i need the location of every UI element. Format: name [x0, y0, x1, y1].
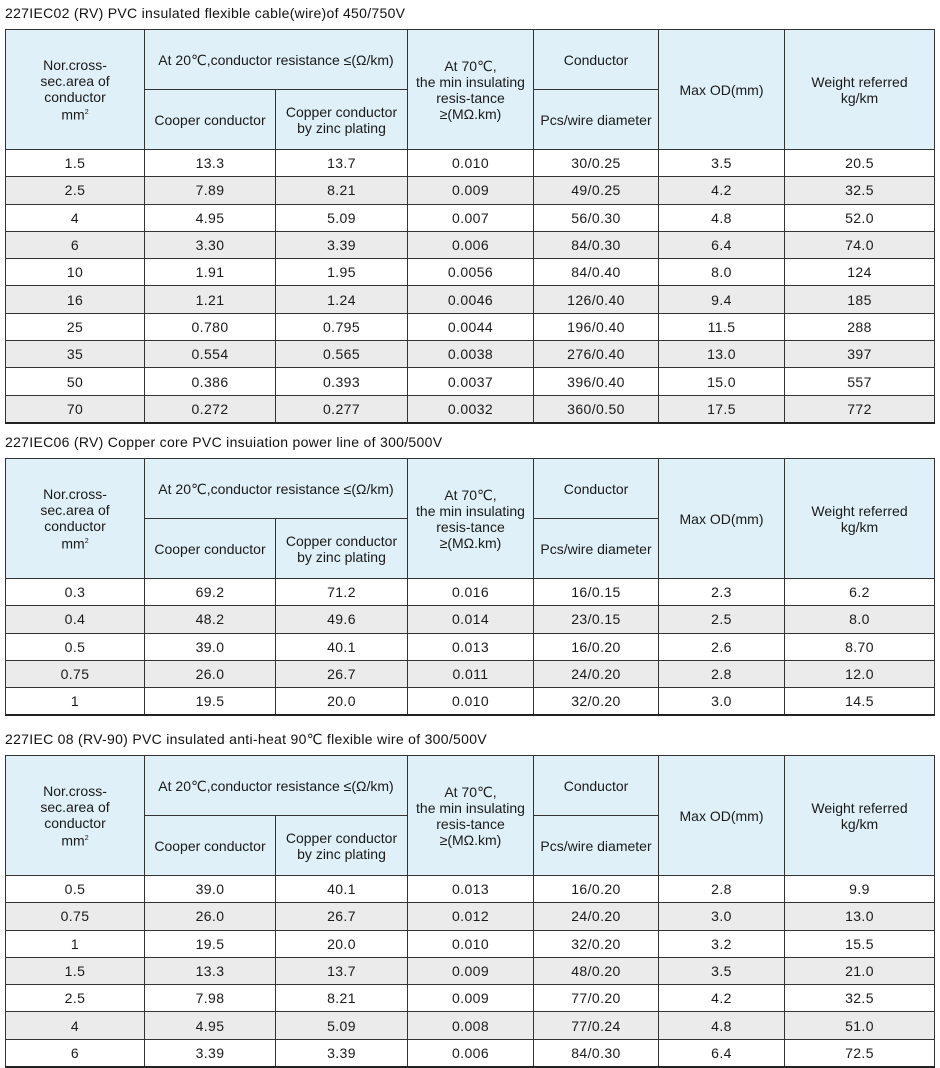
header-text: by zinc plating [297, 845, 386, 862]
header-text: sec.area of [40, 72, 110, 89]
header-text: resis-tance [436, 89, 505, 106]
cooper-conductor-header [145, 90, 276, 150]
max-od-cell: 3.5 [659, 957, 785, 984]
cross-section-cell: 4 [6, 1012, 145, 1039]
header-text: Weight referred [811, 502, 908, 519]
header-text: sec.area of [40, 798, 110, 815]
weight-header [785, 30, 935, 150]
header-text: conductor [44, 88, 106, 105]
header-text: kg/km [840, 89, 879, 106]
table-row [6, 259, 935, 286]
cooper-resistance-cell: 0.386 [145, 368, 276, 395]
zinc-resistance-cell: 3.39 [276, 1039, 408, 1067]
pcs-wire-cell: 16/0.20 [534, 633, 659, 660]
cross-section-cell: 0.4 [6, 606, 145, 633]
header-text: Max OD(mm) [679, 81, 764, 98]
table-row [6, 177, 935, 204]
header-text: At 70℃, [444, 57, 497, 74]
zinc-conductor-header [276, 816, 408, 876]
header-text: Copper conductor [285, 532, 398, 549]
header-text: At 70℃, [444, 486, 497, 503]
zinc-resistance-cell: 5.09 [276, 204, 408, 231]
max-od-cell: 4.2 [659, 985, 785, 1012]
header-text: At 70℃, [444, 783, 497, 800]
table-row [6, 150, 935, 177]
cooper-resistance-cell: 1.21 [145, 286, 276, 313]
max-od-cell: 2.8 [659, 876, 785, 903]
table-row [6, 341, 935, 368]
insulation-header [408, 30, 534, 150]
cooper-resistance-cell: 0.272 [145, 395, 276, 423]
cross-section-cell: 16 [6, 286, 145, 313]
max-od-cell: 8.0 [659, 259, 785, 286]
zinc-resistance-cell: 8.21 [276, 177, 408, 204]
header-text: Conductor [563, 51, 629, 68]
header-text: conductor [44, 814, 106, 831]
unit-superscript: 2 [84, 108, 89, 116]
max-od-cell: 3.0 [659, 688, 785, 716]
header-text: ≥(MΩ.km) [439, 105, 502, 122]
insulation-resistance-cell: 0.0056 [408, 259, 534, 286]
pcs-wire-cell: 126/0.40 [534, 286, 659, 313]
table-row [6, 204, 935, 231]
header-text: At 20℃,conductor resistance ≤(Ω/km) [158, 480, 394, 497]
zinc-resistance-cell: 1.95 [276, 259, 408, 286]
spec-table [5, 29, 935, 424]
insulation-resistance-cell: 0.009 [408, 177, 534, 204]
max-od-cell: 4.8 [659, 204, 785, 231]
table-row [6, 1039, 935, 1067]
weight-cell: 52.0 [785, 204, 935, 231]
pcs-wire-header [534, 519, 659, 579]
zinc-resistance-cell: 13.7 [276, 957, 408, 984]
cross-section-cell: 1 [6, 688, 145, 716]
pcs-wire-cell: 48/0.20 [534, 957, 659, 984]
weight-cell: 9.9 [785, 876, 935, 903]
header-row [6, 30, 935, 90]
cooper-resistance-cell: 26.0 [145, 903, 276, 930]
insulation-resistance-cell: 0.0038 [408, 341, 534, 368]
weight-cell: 185 [785, 286, 935, 313]
spec-table [5, 458, 935, 716]
section-title: 227IEC02 (RV) PVC insulated flexible cable(wire)of 450/750V [5, 5, 406, 21]
header-text: Max OD(mm) [679, 807, 764, 824]
pcs-wire-cell: 23/0.15 [534, 606, 659, 633]
header-text: Copper conductor [285, 829, 398, 846]
resistance-group-header [145, 756, 408, 816]
max-od-cell: 4.8 [659, 1012, 785, 1039]
insulation-resistance-cell: 0.0037 [408, 368, 534, 395]
header-text: resis-tance [436, 518, 505, 535]
header-text: mm [61, 535, 85, 552]
max-od-header [659, 756, 785, 876]
table-row [6, 957, 935, 984]
insulation-resistance-cell: 0.007 [408, 204, 534, 231]
cross-section-header [6, 30, 145, 150]
insulation-resistance-cell: 0.009 [408, 985, 534, 1012]
header-text: At 20℃,conductor resistance ≤(Ω/km) [158, 777, 394, 794]
header-text: Cooper conductor [154, 111, 266, 128]
cross-section-cell: 1 [6, 930, 145, 957]
table-body [6, 579, 935, 716]
max-od-cell: 13.0 [659, 341, 785, 368]
header-text: Weight referred [811, 799, 908, 816]
pcs-wire-cell: 16/0.15 [534, 579, 659, 606]
header-row [6, 756, 935, 816]
pcs-wire-cell: 360/0.50 [534, 395, 659, 423]
pcs-wire-cell: 24/0.20 [534, 903, 659, 930]
zinc-resistance-cell: 40.1 [276, 876, 408, 903]
header-text: kg/km [840, 518, 879, 535]
cross-section-cell: 50 [6, 368, 145, 395]
insulation-resistance-cell: 0.012 [408, 903, 534, 930]
weight-cell: 772 [785, 395, 935, 423]
cooper-resistance-cell: 0.780 [145, 313, 276, 340]
pcs-wire-cell: 30/0.25 [534, 150, 659, 177]
cross-section-cell: 0.75 [6, 903, 145, 930]
max-od-cell: 4.2 [659, 177, 785, 204]
header-text: Max OD(mm) [679, 510, 764, 527]
pcs-wire-cell: 77/0.20 [534, 985, 659, 1012]
table-row [6, 633, 935, 660]
header-text: At 20℃,conductor resistance ≤(Ω/km) [158, 51, 394, 68]
table-row [6, 876, 935, 903]
zinc-resistance-cell: 26.7 [276, 660, 408, 687]
weight-cell: 8.0 [785, 606, 935, 633]
header-text: Nor.cross- [43, 485, 107, 502]
weight-cell: 288 [785, 313, 935, 340]
insulation-resistance-cell: 0.0046 [408, 286, 534, 313]
pcs-wire-cell: 77/0.24 [534, 1012, 659, 1039]
cooper-resistance-cell: 7.89 [145, 177, 276, 204]
cooper-resistance-cell: 13.3 [145, 150, 276, 177]
weight-cell: 13.0 [785, 903, 935, 930]
weight-cell: 32.5 [785, 985, 935, 1012]
max-od-cell: 11.5 [659, 313, 785, 340]
weight-header [785, 756, 935, 876]
cross-section-cell: 0.75 [6, 660, 145, 687]
cross-section-cell: 70 [6, 395, 145, 423]
zinc-resistance-cell: 0.565 [276, 341, 408, 368]
conductor-header [534, 459, 659, 519]
table-row [6, 985, 935, 1012]
zinc-resistance-cell: 71.2 [276, 579, 408, 606]
insulation-resistance-cell: 0.013 [408, 633, 534, 660]
cross-section-cell: 6 [6, 231, 145, 258]
max-od-cell: 3.2 [659, 930, 785, 957]
conductor-header [534, 756, 659, 816]
max-od-header [659, 30, 785, 150]
weight-header [785, 459, 935, 579]
header-text: Weight referred [811, 73, 908, 90]
header-text: mm [61, 832, 85, 849]
pcs-wire-cell: 396/0.40 [534, 368, 659, 395]
cross-section-cell: 35 [6, 341, 145, 368]
cooper-conductor-header [145, 519, 276, 579]
unit-superscript: 2 [84, 537, 89, 545]
table-row [6, 903, 935, 930]
resistance-group-header [145, 459, 408, 519]
cooper-resistance-cell: 7.98 [145, 985, 276, 1012]
weight-cell: 51.0 [785, 1012, 935, 1039]
zinc-conductor-header [276, 519, 408, 579]
table-row [6, 660, 935, 687]
weight-cell: 557 [785, 368, 935, 395]
header-text: the min insulating [416, 799, 525, 816]
pcs-wire-cell: 49/0.25 [534, 177, 659, 204]
zinc-resistance-cell: 20.0 [276, 688, 408, 716]
section-title: 227IEC 08 (RV-90) PVC insulated anti-heat 90℃ flexible wire of 300/500V [5, 731, 487, 747]
zinc-resistance-cell: 0.277 [276, 395, 408, 423]
insulation-resistance-cell: 0.006 [408, 1039, 534, 1067]
header-text: Cooper conductor [154, 540, 266, 557]
max-od-cell: 6.4 [659, 231, 785, 258]
insulation-resistance-cell: 0.010 [408, 930, 534, 957]
zinc-resistance-cell: 1.24 [276, 286, 408, 313]
weight-cell: 8.70 [785, 633, 935, 660]
table-row [6, 313, 935, 340]
header-text: Copper conductor [285, 103, 398, 120]
zinc-resistance-cell: 13.7 [276, 150, 408, 177]
cross-section-cell: 4 [6, 204, 145, 231]
pcs-wire-cell: 84/0.30 [534, 1039, 659, 1067]
cooper-resistance-cell: 4.95 [145, 204, 276, 231]
cross-section-cell: 0.5 [6, 876, 145, 903]
resistance-group-header [145, 30, 408, 90]
pcs-wire-cell: 32/0.20 [534, 930, 659, 957]
weight-cell: 397 [785, 341, 935, 368]
weight-cell: 6.2 [785, 579, 935, 606]
table-body [6, 150, 935, 423]
table-row [6, 579, 935, 606]
cooper-resistance-cell: 0.554 [145, 341, 276, 368]
insulation-resistance-cell: 0.0044 [408, 313, 534, 340]
table-row [6, 368, 935, 395]
header-text: Pcs/wire diameter [540, 837, 652, 854]
unit-superscript: 2 [84, 834, 89, 842]
pcs-wire-header [534, 816, 659, 876]
header-text: the min insulating [416, 73, 525, 90]
cross-section-cell: 0.5 [6, 633, 145, 660]
insulation-resistance-cell: 0.009 [408, 957, 534, 984]
cooper-resistance-cell: 48.2 [145, 606, 276, 633]
header-text: sec.area of [40, 501, 110, 518]
insulation-resistance-cell: 0.010 [408, 688, 534, 716]
header-text: Pcs/wire diameter [540, 111, 652, 128]
table-row [6, 930, 935, 957]
pcs-wire-cell: 16/0.20 [534, 876, 659, 903]
table-row [6, 688, 935, 716]
max-od-cell: 2.5 [659, 606, 785, 633]
header-text: conductor [44, 517, 106, 534]
table-row [6, 395, 935, 423]
cooper-resistance-cell: 4.95 [145, 1012, 276, 1039]
zinc-resistance-cell: 8.21 [276, 985, 408, 1012]
max-od-cell: 3.5 [659, 150, 785, 177]
insulation-resistance-cell: 0.013 [408, 876, 534, 903]
pcs-wire-cell: 32/0.20 [534, 688, 659, 716]
max-od-cell: 2.6 [659, 633, 785, 660]
pcs-wire-cell: 84/0.40 [534, 259, 659, 286]
section-title: 227IEC06 (RV) Copper core PVC insuiation power line of 300/500V [5, 434, 443, 450]
insulation-header [408, 756, 534, 876]
cross-section-cell: 2.5 [6, 177, 145, 204]
cooper-resistance-cell: 3.30 [145, 231, 276, 258]
header-text: Pcs/wire diameter [540, 540, 652, 557]
table-header [6, 30, 935, 150]
cooper-resistance-cell: 13.3 [145, 957, 276, 984]
weight-cell: 32.5 [785, 177, 935, 204]
zinc-resistance-cell: 0.795 [276, 313, 408, 340]
pcs-wire-cell: 56/0.30 [534, 204, 659, 231]
cooper-resistance-cell: 1.91 [145, 259, 276, 286]
header-text: Cooper conductor [154, 837, 266, 854]
zinc-resistance-cell: 3.39 [276, 231, 408, 258]
insulation-resistance-cell: 0.006 [408, 231, 534, 258]
table-row [6, 1012, 935, 1039]
cross-section-cell: 0.3 [6, 579, 145, 606]
cross-section-cell: 2.5 [6, 985, 145, 1012]
cooper-resistance-cell: 19.5 [145, 930, 276, 957]
cooper-resistance-cell: 26.0 [145, 660, 276, 687]
table-header [6, 459, 935, 579]
insulation-resistance-cell: 0.014 [408, 606, 534, 633]
cross-section-cell: 25 [6, 313, 145, 340]
zinc-resistance-cell: 0.393 [276, 368, 408, 395]
table-row [6, 231, 935, 258]
header-text: resis-tance [436, 815, 505, 832]
cross-section-header [6, 756, 145, 876]
insulation-resistance-cell: 0.010 [408, 150, 534, 177]
pcs-wire-header [534, 90, 659, 150]
cooper-resistance-cell: 19.5 [145, 688, 276, 716]
cross-section-cell: 10 [6, 259, 145, 286]
max-od-header [659, 459, 785, 579]
header-text: Nor.cross- [43, 782, 107, 799]
header-text: by zinc plating [297, 548, 386, 565]
header-row [6, 459, 935, 519]
table-body [6, 876, 935, 1068]
header-text: ≥(MΩ.km) [439, 534, 502, 551]
conductor-header [534, 30, 659, 90]
cooper-conductor-header [145, 816, 276, 876]
header-text: by zinc plating [297, 119, 386, 136]
header-text: mm [61, 106, 85, 123]
header-text: kg/km [840, 815, 879, 832]
cross-section-cell: 1.5 [6, 957, 145, 984]
table-row [6, 286, 935, 313]
max-od-cell: 6.4 [659, 1039, 785, 1067]
pcs-wire-cell: 24/0.20 [534, 660, 659, 687]
zinc-resistance-cell: 26.7 [276, 903, 408, 930]
zinc-resistance-cell: 5.09 [276, 1012, 408, 1039]
cross-section-cell: 1.5 [6, 150, 145, 177]
max-od-cell: 3.0 [659, 903, 785, 930]
weight-cell: 74.0 [785, 231, 935, 258]
insulation-resistance-cell: 0.011 [408, 660, 534, 687]
weight-cell: 14.5 [785, 688, 935, 716]
header-text: Nor.cross- [43, 56, 107, 73]
insulation-resistance-cell: 0.016 [408, 579, 534, 606]
zinc-resistance-cell: 20.0 [276, 930, 408, 957]
header-text: ≥(MΩ.km) [439, 831, 502, 848]
cross-section-cell: 6 [6, 1039, 145, 1067]
cooper-resistance-cell: 69.2 [145, 579, 276, 606]
pcs-wire-cell: 276/0.40 [534, 341, 659, 368]
max-od-cell: 9.4 [659, 286, 785, 313]
insulation-resistance-cell: 0.0032 [408, 395, 534, 423]
cross-section-header [6, 459, 145, 579]
insulation-header [408, 459, 534, 579]
zinc-resistance-cell: 40.1 [276, 633, 408, 660]
spec-table [5, 755, 935, 1068]
cooper-resistance-cell: 39.0 [145, 876, 276, 903]
insulation-resistance-cell: 0.008 [408, 1012, 534, 1039]
max-od-cell: 17.5 [659, 395, 785, 423]
max-od-cell: 2.8 [659, 660, 785, 687]
max-od-cell: 15.0 [659, 368, 785, 395]
cooper-resistance-cell: 39.0 [145, 633, 276, 660]
table-row [6, 606, 935, 633]
weight-cell: 72.5 [785, 1039, 935, 1067]
max-od-cell: 2.3 [659, 579, 785, 606]
cooper-resistance-cell: 3.39 [145, 1039, 276, 1067]
header-text: Conductor [563, 777, 629, 794]
table-header [6, 756, 935, 876]
weight-cell: 20.5 [785, 150, 935, 177]
weight-cell: 15.5 [785, 930, 935, 957]
weight-cell: 12.0 [785, 660, 935, 687]
zinc-conductor-header [276, 90, 408, 150]
pcs-wire-cell: 84/0.30 [534, 231, 659, 258]
weight-cell: 124 [785, 259, 935, 286]
pcs-wire-cell: 196/0.40 [534, 313, 659, 340]
weight-cell: 21.0 [785, 957, 935, 984]
header-text: Conductor [563, 480, 629, 497]
zinc-resistance-cell: 49.6 [276, 606, 408, 633]
header-text: the min insulating [416, 502, 525, 519]
